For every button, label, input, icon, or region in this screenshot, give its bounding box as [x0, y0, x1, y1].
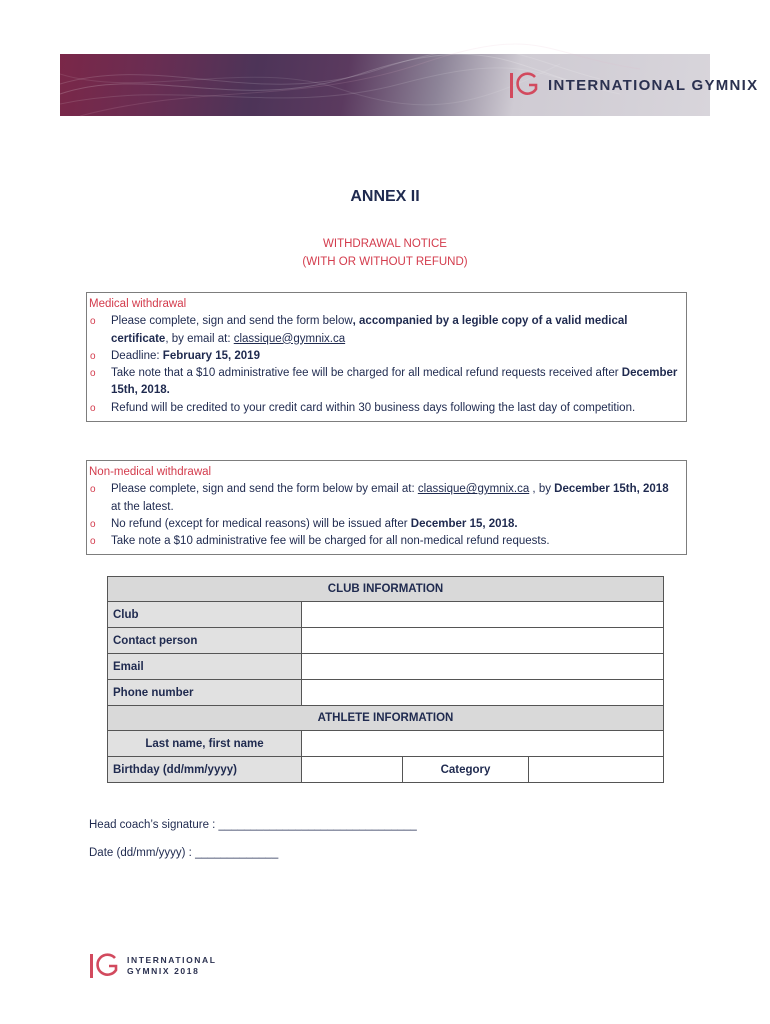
nonmedical-withdrawal-box: [86, 460, 687, 555]
athlete-name-label: Last name, first name: [108, 731, 302, 757]
email-label: Email: [108, 654, 302, 680]
footer-line-1: INTERNATIONAL: [127, 955, 217, 965]
phone-number-label: Phone number: [108, 680, 302, 706]
logo-g-glyph: [98, 953, 118, 979]
medical-withdrawal-title: Medical withdrawal: [89, 298, 187, 310]
footer-brand-text: [127, 955, 217, 977]
birthday-field[interactable]: [302, 757, 403, 783]
list-item: o Take note a $10 administrative fee will be charged for all non-medical refund requests.: [89, 533, 680, 550]
club-label: Club: [108, 602, 302, 628]
brand-name: INTERNATIONAL GYMNIX: [548, 76, 759, 94]
logo-g-glyph: [518, 72, 538, 98]
header-banner: [60, 54, 759, 116]
logo-i-stroke: [90, 954, 93, 978]
club-field[interactable]: [302, 602, 664, 628]
athlete-name-field[interactable]: [302, 731, 664, 757]
list-item: o No refund (except for medical reasons) will be issued after December 15, 2018.: [89, 516, 680, 533]
footer-line-2: GYMNIX 2018: [127, 966, 200, 976]
list-item: o Refund will be credited to your credit card within 30 business days following the last day of competition.: [89, 400, 680, 417]
email-link[interactable]: classique@gymnix.ca: [417, 483, 530, 496]
bullet-icon: o: [90, 368, 96, 380]
club-information-header: CLUB INFORMATION: [108, 577, 664, 602]
list-item: o Please complete, sign and send the form below, accompanied by a legible copy of a valid medical certificate, by email at: classique@gymnix.ca: [90, 315, 628, 345]
nonmedical-withdrawal-list: [89, 481, 680, 550]
contact-person-field[interactable]: [302, 628, 664, 654]
medical-withdrawal-list: [89, 313, 680, 417]
withdrawal-form-table: [107, 576, 664, 783]
date-line[interactable]: Date (dd/mm/yyyy) : _____________: [89, 847, 279, 859]
banner-logo: [510, 69, 758, 101]
bullet-icon: o: [90, 536, 96, 548]
category-field[interactable]: [529, 757, 664, 783]
contact-person-label: Contact person: [108, 628, 302, 654]
footer-logo: [90, 952, 217, 980]
logo-i-stroke: [510, 73, 513, 98]
email-link[interactable]: classique@gymnix.ca: [233, 332, 346, 345]
list-item: o Please complete, sign and send the form below by email at: classique@gymnix.ca , by December 15th, 2018 at the latest.: [90, 483, 669, 513]
email-field[interactable]: [302, 654, 664, 680]
nonmedical-withdrawal-title: Non-medical withdrawal: [89, 466, 212, 478]
notice-title: WITHDRAWAL NOTICE: [323, 238, 447, 250]
ig-logo-mark: [90, 952, 118, 980]
list-item: o Deadline: February 15, 2019: [89, 348, 680, 365]
bullet-icon: o: [90, 484, 96, 496]
athlete-information-header: ATHLETE INFORMATION: [108, 706, 664, 731]
head-coach-signature-line[interactable]: Head coach’s signature : _______________________________: [89, 819, 417, 831]
notice-subtitle: (WITH OR WITHOUT REFUND): [302, 256, 468, 268]
list-item: o Take note that a $10 administrative fee will be charged for all medical refund requests received after December 15th, 2018.: [90, 367, 678, 397]
category-label: Category: [403, 757, 529, 783]
bullet-icon: o: [90, 402, 96, 414]
bullet-icon: o: [90, 350, 96, 362]
birthday-label: Birthday (dd/mm/yyyy): [108, 757, 302, 783]
bullet-icon: o: [90, 518, 96, 530]
bullet-icon: o: [90, 316, 96, 328]
annex-title: ANNEX II: [350, 188, 420, 205]
ig-logo-mark: [510, 71, 538, 99]
medical-withdrawal-box: [86, 292, 687, 422]
phone-number-field[interactable]: [302, 680, 664, 706]
